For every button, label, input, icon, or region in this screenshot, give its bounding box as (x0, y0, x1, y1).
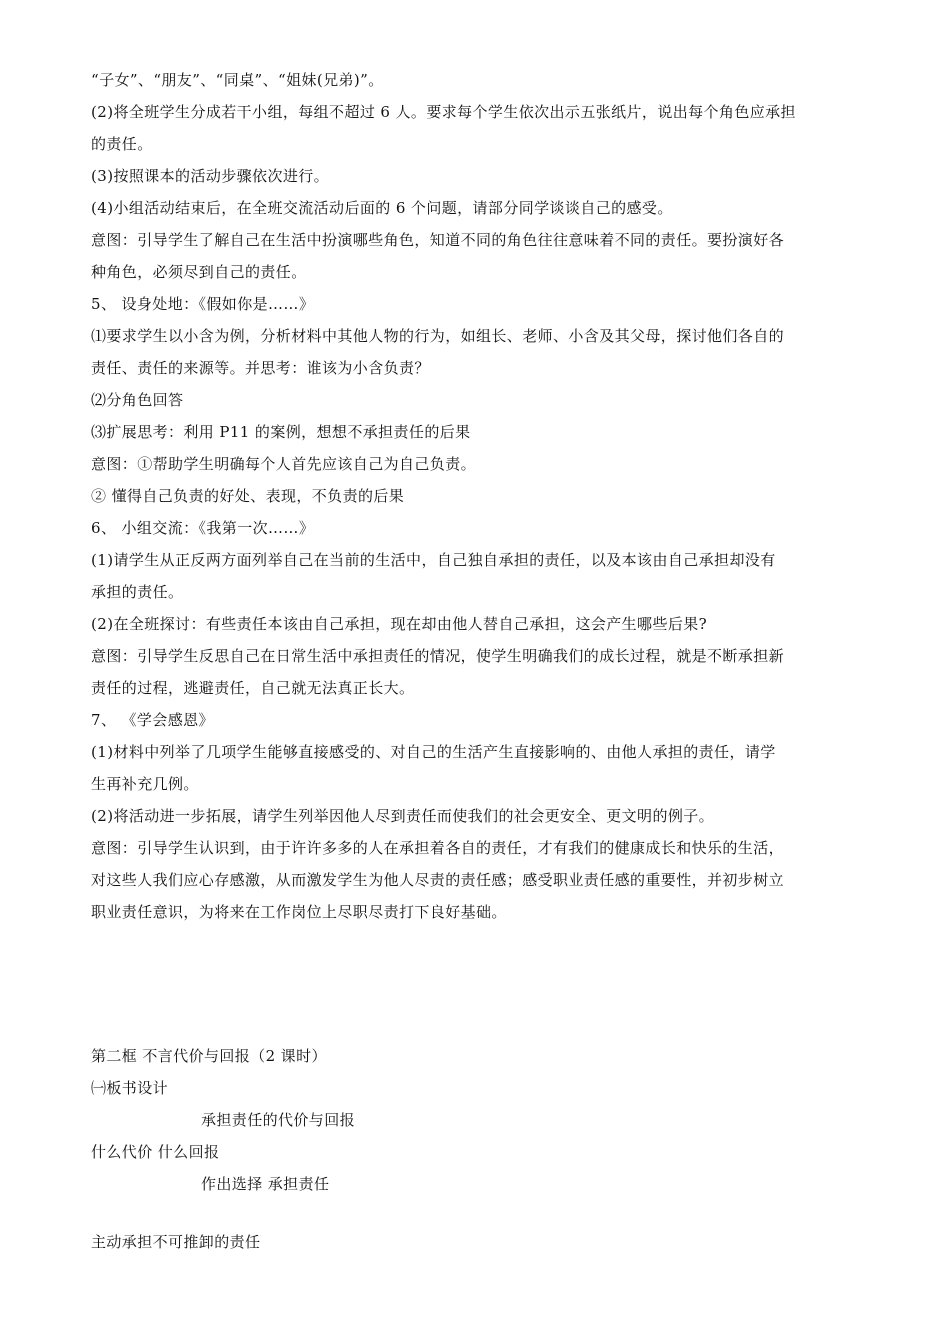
text-line: 意图：引导学生了解自己在生活中扮演哪些角色，知道不同的角色往往意味着不同的责任。要扮演好各 (91, 231, 785, 249)
text-line: 意图：引导学生反思自己在日常生活中承担责任的情况，使学生明确我们的成长过程，就是不断承担新 (91, 647, 785, 665)
board-title: 承担责任的代价与回报 (201, 1111, 356, 1129)
board-row: 作出选择 承担责任 (201, 1175, 330, 1193)
text-line: (2)将活动进一步拓展，请学生列举因他人尽到责任而使我们的社会更安全、更文明的例子。 (91, 807, 715, 825)
section-heading-5: 5、 设身处地：《假如你是……》 (91, 295, 315, 313)
section-heading-6: 6、 小组交流：《我第一次……》 (91, 519, 315, 537)
text-line: 责任、责任的来源等。并思考：谁该为小含负责？ (91, 359, 430, 377)
text-line: (1)材料中列举了几项学生能够直接感受的、对自己的生活产生直接影响的、由他人承担的责任，请学 (91, 743, 776, 761)
text-line: 职业责任意识，为将来在工作岗位上尽职尽责打下良好基础。 (91, 903, 507, 921)
text-line: 种角色，必须尽到自己的责任。 (91, 263, 307, 281)
text-line: ② 懂得自己负责的好处、表现，不负责的后果 (91, 487, 405, 505)
board-row: 主动承担不可推卸的责任 (91, 1233, 261, 1251)
text-line: “子女”、“朋友”、“同桌”、“姐妹(兄弟)”。 (91, 71, 384, 89)
text-line: 对这些人我们应心存感激，从而激发学生为他人尽责的责任感；感受职业责任感的重要性，并初步树立 (91, 871, 785, 889)
text-line: 意图：①帮助学生明确每个人首先应该自己为自己负责。 (91, 455, 477, 473)
board-design-label: ㈠板书设计 (91, 1079, 169, 1097)
text-line: ⑴要求学生以小含为例，分析材料中其他人物的行为，如组长、老师、小含及其父母，探讨他们各自的 (91, 327, 785, 345)
text-line: (4)小组活动结束后，在全班交流活动后面的 6 个问题，请部分同学谈谈自己的感受。 (91, 199, 673, 217)
text-line: (2)在全班探讨：有些责任本该由自己承担，现在却由他人替自己承担，这会产生哪些后果? (91, 615, 708, 633)
text-line: ⑶扩展思考：利用 P11 的案例，想想不承担责任的后果 (91, 423, 471, 441)
text-line: 意图：引导学生认识到，由于许许多多的人在承担着各自的责任，才有我们的健康成长和快乐的生活， (91, 839, 785, 857)
text-line: (2)将全班学生分成若干小组，每组不超过 6 人。要求每个学生依次出示五张纸片，说出每个角色应承担 (91, 103, 796, 121)
board-row: 什么代价 什么回报 (91, 1143, 220, 1161)
text-line: 的责任。 (91, 135, 153, 153)
text-line: 承担的责任。 (91, 583, 184, 601)
text-line: ⑵分角色回答 (91, 391, 184, 409)
text-line: (1)请学生从正反两方面列举自己在当前的生活中，自己独自承担的责任，以及本该由自己承担却没有 (91, 551, 776, 569)
text-line: 责任的过程，逃避责任，自己就无法真正长大。 (91, 679, 415, 697)
text-line: (3)按照课本的活动步骤依次进行。 (91, 167, 330, 185)
section2-heading: 第二框 不言代价与回报（2 课时） (91, 1047, 327, 1065)
section-heading-7: 7、 《学会感恩》 (91, 711, 214, 729)
text-line: 生再补充几例。 (91, 775, 199, 793)
